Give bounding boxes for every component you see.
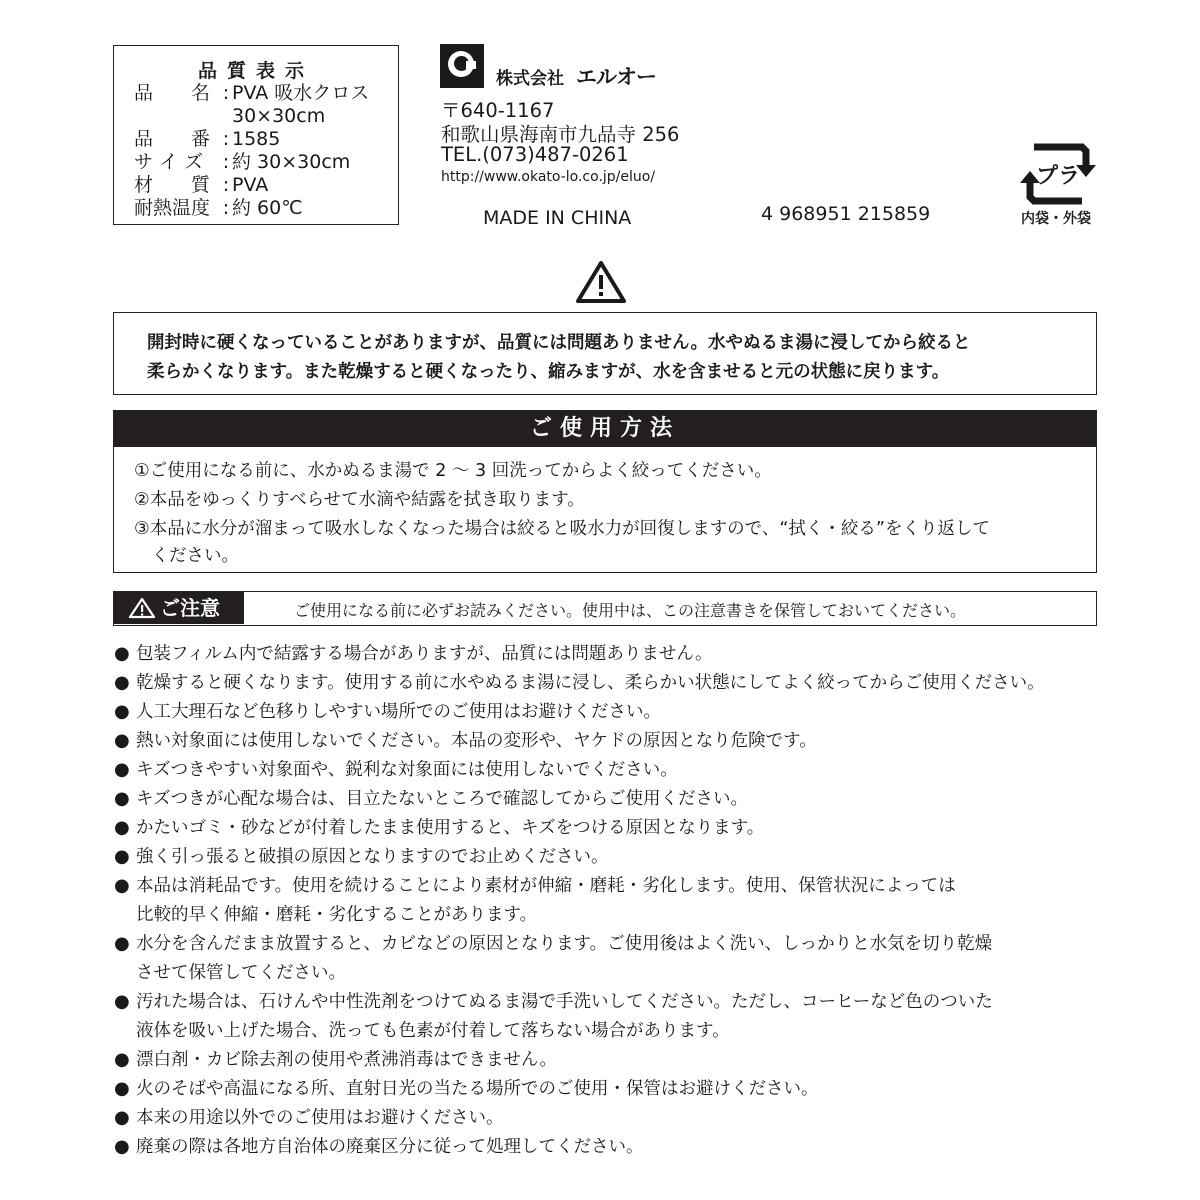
caution-item (114, 1046, 557, 1071)
company-url: http://www.okato-lo.co.jp/eluo/ (441, 169, 656, 185)
caution-item-text: 人工大理石など色移りしやすい場所でのご使用はお避けください。 (136, 702, 661, 722)
caution-intro: ご使用になる前に必ずお読みください。使用中は、この注意書きを保管しておいてください。 (294, 601, 967, 620)
quality-row-label: 品 名 (134, 82, 211, 104)
company-brand: エルオー (576, 65, 656, 89)
quality-row-label: 品 番 (134, 128, 211, 150)
caution-label (114, 592, 244, 624)
company-tel: TEL.(073)487-0261 (441, 143, 629, 166)
caution-item-text: 汚れた場合は、石けんや中性洗剤をつけてぬるま湯で手洗いしてください。ただし、コーヒーなど色のついた (136, 992, 993, 1012)
usage-step: ②本品をゆっくりすべらせて水滴や結露を拭き取ります。 (134, 490, 585, 510)
usage-step: ③本品に水分が溜まって吸水しなくなった場合は絞ると吸水力が回復しますので、“拭く・絞る”をくり返して (134, 519, 990, 539)
pura-recycle-icon (1020, 137, 1096, 209)
bullet-icon: ● (114, 643, 130, 664)
caution-item (114, 756, 678, 781)
caution-item (114, 785, 748, 810)
quality-row-value: 約 60℃ (232, 197, 303, 219)
company-address: 和歌山県海南市九品寺 256 (441, 123, 680, 146)
caution-warning-icon (128, 597, 156, 619)
caution-item (114, 843, 609, 868)
caution-item (114, 727, 817, 752)
caution-item (114, 1104, 504, 1129)
caution-item (114, 669, 1045, 694)
notice-box (113, 312, 1097, 395)
quality-row-value: 30×30cm (232, 105, 326, 127)
bullet-icon: ● (114, 1049, 130, 1070)
company-postal: 〒640-1167 (441, 99, 555, 122)
quality-row-value: 1585 (232, 128, 281, 150)
quality-row (134, 151, 350, 173)
quality-title: 品質表示 (197, 60, 314, 82)
bullet-icon: ● (114, 1136, 130, 1157)
caution-item-text: かたいゴミ・砂などが付着したまま使用すると、キズをつける原因となります。 (136, 818, 765, 838)
bullet-icon: ● (114, 991, 130, 1012)
company-name: 株式会社 (496, 69, 564, 89)
quality-row (134, 174, 268, 196)
caution-item (114, 1075, 819, 1100)
bullet-icon: ● (114, 933, 130, 954)
caution-item-text: 乾燥すると硬くなります。使用する前に水やぬるま湯に浸し、柔らかい状態にしてよく絞ってからご使用ください。 (136, 673, 1045, 693)
notice-line: 柔らかくなります。また乾燥すると硬くなったり、縮みますが、水を含ませると元の状態に戻ります。 (147, 362, 950, 382)
quality-row-value: PVA 吸水クロス (232, 82, 370, 104)
quality-row-sep: : (222, 82, 230, 104)
quality-row-sep: : (222, 174, 230, 196)
quality-row-label: 耐熱温度 (134, 197, 211, 219)
caution-item-cont: させて保管してください。 (136, 963, 346, 983)
usage-title: ご使用方法 (114, 411, 1096, 447)
quality-row (134, 128, 280, 150)
caution-item-text: 水分を含んだまま放置すると、カビなどの原因となります。ご使用後はよく洗い、しっかりと水気を切り乾燥 (136, 934, 993, 954)
usage-step: ください。 (134, 546, 239, 566)
caution-item (114, 988, 993, 1013)
caution-item-text: 廃棄の際は各地方自治体の廃棄区分に従って処理してください。 (136, 1137, 644, 1157)
notice-line: 開封時に硬くなっていることがありますが、品質には問題ありません。水やぬるま湯に浸してから絞ると (147, 333, 971, 353)
caution-item-cont: 液体を吸い上げた場合、洗っても色素が付着して落ちない場合があります。 (136, 1021, 730, 1041)
quality-label-box (113, 45, 399, 225)
caution-item-text: 包装フィルム内で結露する場合がありますが、品質には問題ありません。 (136, 644, 713, 664)
quality-row-sep: : (222, 151, 230, 173)
caution-item-text: 漂白剤・カビ除去剤の使用や煮沸消毒はできません。 (136, 1050, 558, 1070)
bullet-icon: ● (114, 759, 130, 780)
bullet-icon: ● (114, 1078, 130, 1099)
bullet-icon: ● (114, 672, 130, 693)
warning-icon (575, 260, 627, 304)
caution-item-text: 本来の用途以外でのご使用はお避けください。 (136, 1108, 504, 1128)
bullet-icon: ● (114, 817, 130, 838)
caution-item (114, 930, 992, 955)
caution-item (114, 872, 956, 897)
company-logo-icon (440, 44, 484, 88)
caution-item (114, 1133, 644, 1158)
bullet-icon: ● (114, 701, 130, 722)
caution-item-text: 火のそばや高温になる所、直射日光の当たる場所でのご使用・保管はお避けください。 (136, 1079, 819, 1099)
quality-row (134, 82, 369, 104)
recycle-caption: 内袋・外袋 (1021, 211, 1091, 227)
recycle-mark-text: プラ (1035, 164, 1081, 189)
caution-item-text: 強く引っ張ると破損の原因となりますのでお止めください。 (136, 847, 609, 867)
usage-step: ①ご使用になる前に、水かぬるま湯で 2 ～ 3 回洗ってからよく絞ってください。 (134, 461, 772, 481)
caution-item-text: キズつきやすい対象面や、鋭利な対象面には使用しないでください。 (136, 760, 678, 780)
caution-item (114, 814, 764, 839)
bullet-icon: ● (114, 788, 130, 809)
bullet-icon: ● (114, 846, 130, 867)
quality-row-sep: : (222, 197, 230, 219)
quality-row-label: サ イ ズ (134, 151, 204, 173)
made-in-label: MADE IN CHINA (483, 207, 632, 229)
usage-box (113, 410, 1097, 573)
bullet-icon: ● (114, 730, 130, 751)
quality-row (134, 197, 303, 219)
quality-row-value: PVA (232, 174, 269, 196)
caution-item-text: 本品は消耗品です。使用を続けることにより素材が伸縮・磨耗・劣化します。使用、保管状況によっては (136, 876, 956, 896)
caution-item (114, 698, 661, 723)
caution-item-text: 熱い対象面には使用しないでください。本品の変形や、ヤケドの原因となり危険です。 (136, 731, 817, 751)
caution-item-cont: 比較的早く伸縮・磨耗・劣化することがあります。 (136, 905, 538, 925)
bullet-icon: ● (114, 1107, 130, 1128)
jan-code: 4 968951 215859 (761, 203, 931, 225)
quality-row-sep: : (222, 128, 230, 150)
caution-bar (113, 591, 1097, 626)
quality-row (134, 105, 325, 127)
quality-row-value: 約 30×30cm (232, 151, 351, 173)
caution-label-text: ご注意 (160, 596, 220, 620)
caution-item (114, 640, 712, 665)
bullet-icon: ● (114, 875, 130, 896)
quality-row-label: 材 質 (134, 174, 211, 196)
caution-item-text: キズつきが心配な場合は、目立たないところで確認してからご使用ください。 (136, 789, 748, 809)
